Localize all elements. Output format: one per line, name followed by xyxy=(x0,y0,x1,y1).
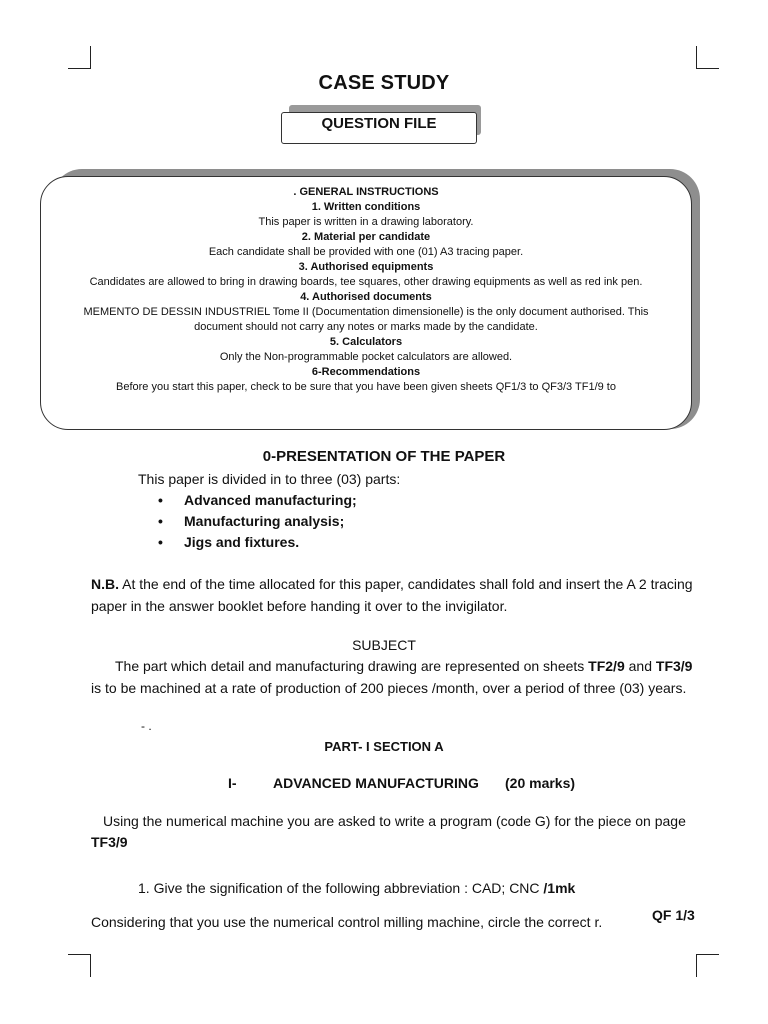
nb-text: At the end of the time allocated for this paper, candidates shall fold and insert the A 2 tracing paper in the answer booklet before handing it over to the invigilator. xyxy=(91,576,693,614)
instruction-4-text: MEMENTO DE DESSIN INDUSTRIEL Tome II (Documentation dimensionelle) is the only document authorised. This document should not carry any notes or marks made by the candidate. xyxy=(83,306,649,333)
crop-mark-top-right xyxy=(696,46,719,69)
sheet-ref-tf2: TF2/9 xyxy=(588,658,625,674)
question-file-label: QUESTION FILE xyxy=(281,112,477,144)
instructions-heading: . GENERAL INSTRUCTIONS xyxy=(293,186,439,198)
subject-text-start: The part which detail and manufacturing drawing are represented on sheets xyxy=(115,658,589,674)
page-ref: TF3/9 xyxy=(91,834,128,850)
instruction-paragraph xyxy=(91,811,697,853)
general-instructions-box xyxy=(40,176,692,430)
question-1-text: 1. Give the signification of the following abbreviation : CAD; CNC xyxy=(138,880,544,896)
instruction-2-text: Each candidate shall be provided with one (01) A3 tracing paper. xyxy=(208,246,524,258)
presentation-intro: This paper is divided in to three (03) parts: xyxy=(138,471,401,487)
subject-text-end: is to be machined at a rate of production of 200 pieces /month, over a period of three (03) years. xyxy=(91,680,687,696)
page-number: QF 1/3 xyxy=(652,907,695,923)
list-item: • Advanced manufacturing; xyxy=(158,490,357,511)
document-title: CASE STUDY xyxy=(318,72,450,94)
instruction-5-title: 5. Calculators xyxy=(329,336,403,348)
crop-mark-bottom-right xyxy=(696,954,719,977)
instruction-1-text: This paper is written in a drawing laboratory. xyxy=(258,216,474,228)
nb-note xyxy=(91,573,697,617)
considering-text: Considering that you use the numerical control milling machine, circle the correct r. xyxy=(91,914,603,930)
sheet-ref-tf3: TF3/9 xyxy=(655,658,693,674)
presentation-title: 0-PRESENTATION OF THE PAPER xyxy=(262,448,506,465)
part-heading: PART- I SECTION A xyxy=(324,739,444,754)
section-marks: (20 marks) xyxy=(505,775,576,791)
instruction-4-title: 4. Authorised documents xyxy=(300,291,432,303)
crop-mark-bottom-left xyxy=(68,954,91,977)
instruction-2-title: 2. Material per candidate xyxy=(301,231,431,243)
question-1 xyxy=(138,880,575,896)
nb-label: N.B. xyxy=(91,576,119,592)
list-item: • Jigs and fixtures. xyxy=(158,532,357,553)
list-item: • Manufacturing analysis; xyxy=(158,511,357,532)
instruction-5-text: Only the Non-programmable pocket calculators are allowed. xyxy=(219,351,513,363)
section-number: I- xyxy=(228,775,237,791)
parts-list xyxy=(158,490,357,553)
section-title: ADVANCED MANUFACTURING xyxy=(273,775,479,791)
instruction-text: Using the numerical machine you are asked to write a program (code G) for the piece on page xyxy=(103,813,686,829)
instruction-6-title: 6-Recommendations xyxy=(311,366,421,378)
instruction-1-title: 1. Written conditions xyxy=(311,201,421,213)
instruction-6-text: Before you start this paper, check to be sure that you have been given sheets QF1/3 to QF3/3 TF1/9 to xyxy=(116,381,616,393)
crop-mark-top-left xyxy=(68,46,91,69)
subject-paragraph xyxy=(91,655,697,699)
subject-text-mid: and xyxy=(624,658,656,674)
instruction-3-text: Candidates are allowed to bring in drawing boards, tee squares, other drawing equipments as well as red ink pen. xyxy=(89,276,643,288)
stray-marks: - . xyxy=(141,719,152,733)
question-1-marks: /1mk xyxy=(543,880,576,896)
subject-heading: SUBJECT xyxy=(352,637,416,653)
instruction-3-title: 3. Authorised equipments xyxy=(298,261,434,273)
